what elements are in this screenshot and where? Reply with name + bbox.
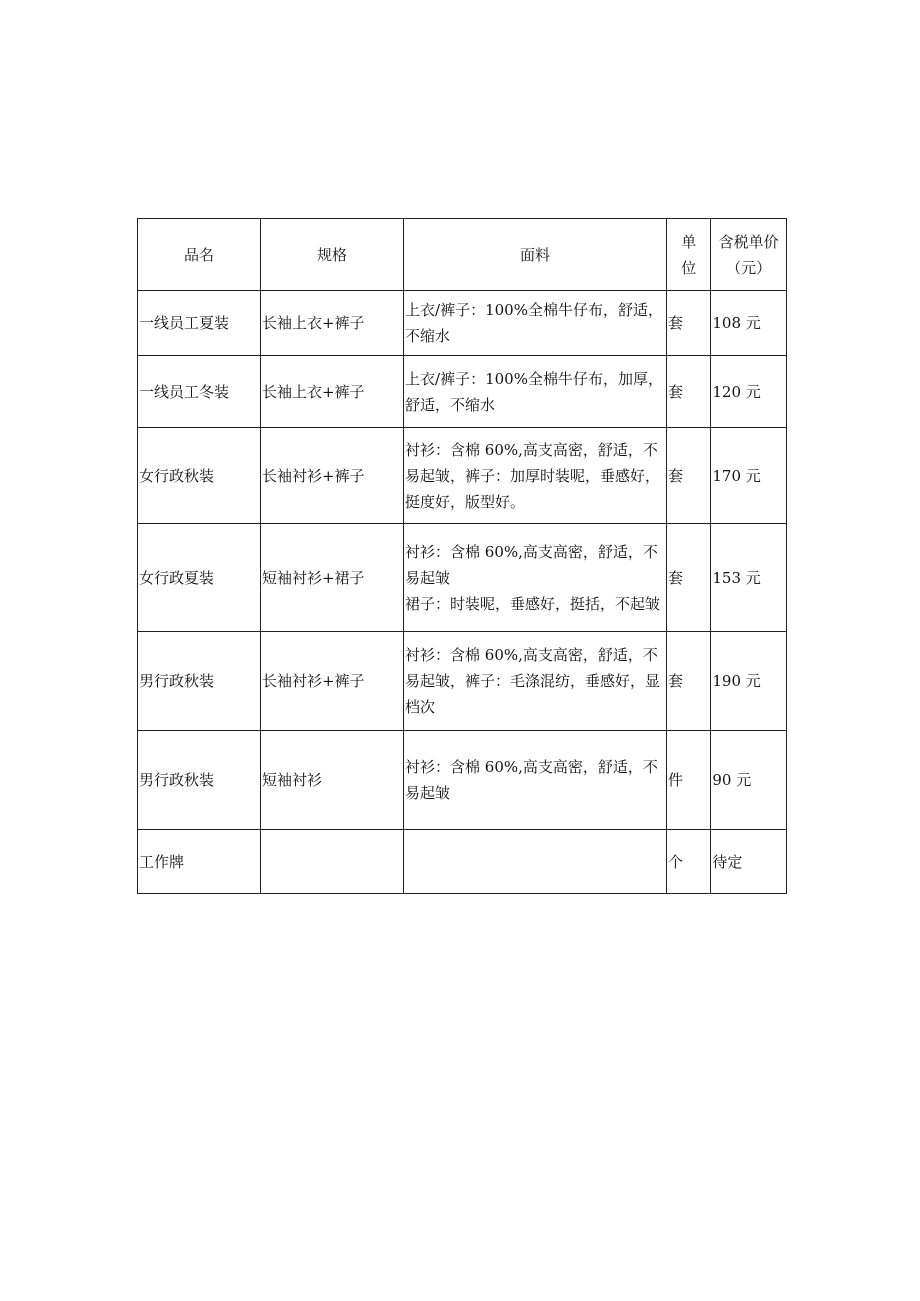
fabric-line: 上衣/裤子：100%全棉牛仔布，加厚，舒适，不缩水: [405, 369, 663, 414]
cell-price: 108 元: [711, 291, 787, 356]
table-header-row: [138, 219, 787, 291]
cell-fabric: [404, 524, 667, 632]
fabric-line: 裙子：时装呢，垂感好，挺括，不起皱: [405, 594, 661, 613]
cell-spec: 短袖衬衫: [260, 731, 403, 830]
cell-spec: [260, 830, 403, 894]
cell-price: 90 元: [711, 731, 787, 830]
cell-spec: 短袖衬衫+裙子: [260, 524, 403, 632]
table-row: [138, 428, 787, 524]
cell-name: 男行政秋装: [138, 632, 261, 731]
cell-price: 120 元: [711, 356, 787, 428]
header-fabric: 面料: [404, 219, 667, 291]
cell-price: 153 元: [711, 524, 787, 632]
table-row: [138, 830, 787, 894]
header-unit: [667, 219, 711, 291]
cell-fabric: [404, 356, 667, 428]
cell-spec: 长袖上衣+裤子: [260, 291, 403, 356]
header-unit-line2: 位: [681, 258, 697, 277]
header-name: 品名: [138, 219, 261, 291]
cell-name: 一线员工冬装: [138, 356, 261, 428]
cell-spec: 长袖衬衫+裤子: [260, 428, 403, 524]
table-row: [138, 356, 787, 428]
header-unit-line1: 单: [681, 232, 697, 251]
cell-unit: 套: [667, 524, 711, 632]
uniform-price-table: [137, 218, 787, 894]
header-price-line1: 含税单价: [718, 232, 779, 251]
cell-spec: 长袖上衣+裤子: [260, 356, 403, 428]
cell-fabric: [404, 830, 667, 894]
cell-unit: 套: [667, 356, 711, 428]
fabric-line: 衬衫：含棉 60%,高支高密，舒适，不易起皱: [405, 758, 658, 802]
cell-price: 待定: [711, 830, 787, 894]
cell-fabric: [404, 731, 667, 830]
table-row: [138, 524, 787, 632]
header-price: [711, 219, 787, 291]
fabric-line: 衬衫：含棉 60%,高支高密，舒适，不易起皱，裤子：毛涤混纺，垂感好，显档次: [405, 646, 661, 716]
cell-name: 女行政秋装: [138, 428, 261, 524]
cell-fabric: [404, 428, 667, 524]
header-price-line2: （元）: [726, 258, 772, 277]
table-row: [138, 291, 787, 356]
cell-name: 男行政秋装: [138, 731, 261, 830]
cell-name: 女行政夏装: [138, 524, 261, 632]
fabric-line: 上衣/裤子：100%全棉牛仔布，舒适，不缩水: [405, 301, 663, 345]
fabric-line: 衬衫：含棉 60%,高支高密，舒适，不易起皱: [405, 542, 658, 587]
cell-unit: 套: [667, 428, 711, 524]
cell-unit: 套: [667, 632, 711, 731]
cell-unit: 套: [667, 291, 711, 356]
cell-name: 工作牌: [138, 830, 261, 894]
cell-price: 170 元: [711, 428, 787, 524]
cell-name: 一线员工夏装: [138, 291, 261, 356]
cell-fabric: [404, 632, 667, 731]
table-row: [138, 731, 787, 830]
cell-spec: 长袖衬衫+裤子: [260, 632, 403, 731]
cell-unit: 件: [667, 731, 711, 830]
table-row: [138, 632, 787, 731]
cell-price: 190 元: [711, 632, 787, 731]
cell-unit: 个: [667, 830, 711, 894]
cell-fabric: [404, 291, 667, 356]
fabric-line: 衬衫：含棉 60%,高支高密，舒适，不易起皱，裤子：加厚时装呢，垂感好，挺度好，版型好。: [405, 440, 661, 511]
header-spec: 规格: [260, 219, 403, 291]
